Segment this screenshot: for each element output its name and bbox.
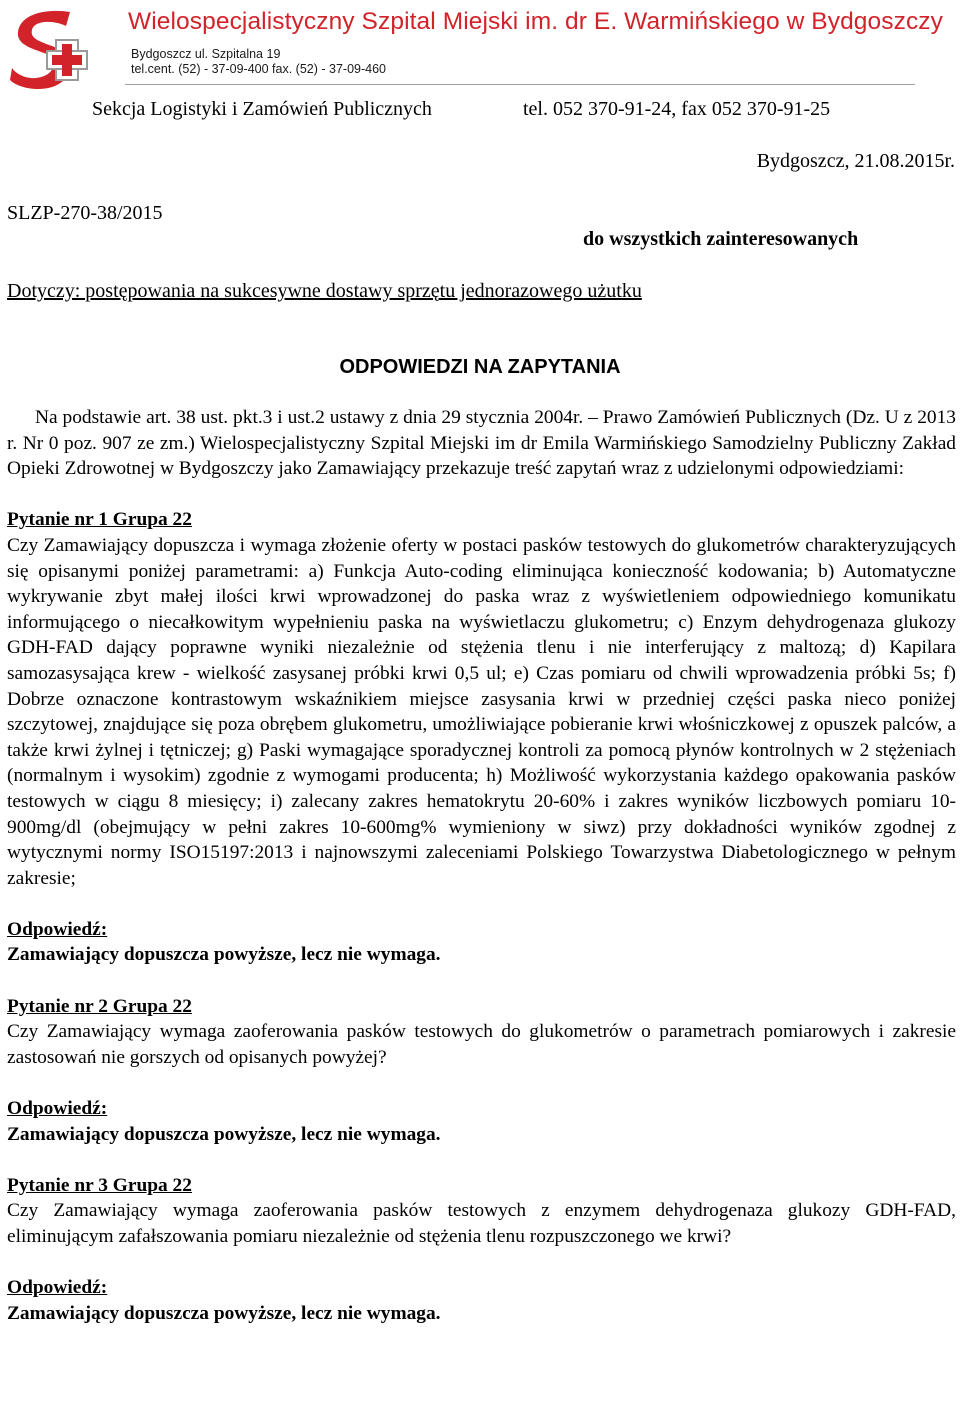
intro-paragraph: Na podstawie art. 38 ust. pkt.3 i ust.2 ustawy z dnia 29 stycznia 2004r. – Prawo Zamówień Publicznych (Dz. U z 2013 r. Nr 0 poz. 907 ze zm.) Wielospecjalistyczny Szpital Miejski im dr Emila Warmińskiego Samodzielny Publiczny Zakład Opieki Zdrowotnej w Bydgoszczy jako Zamawiający przekazuje treść zapytań wraz z udzielonymi odpowiedziami: — [7, 407, 956, 480]
question-text-1: Czy Zamawiający dopuszcza i wymaga złożenie oferty w postaci pasków testowych do glukometrów charakteryzujących się opisanymi poniżej parametrami: a) Funkcja Auto-coding eliminująca konieczność kodowania; b) Automatyczne wykrywanie zbyt małej ilości krwi wprowadzonej do paska wraz z wyświetleniem odpowiedniego komunikatu informującego o niecałkowitym wypełnieniu paska na wyświetlaczu glukometru; c) Enzym dehydrogenaza glukozy GDH-FAD dający poprawne wyniki niezależnie od stężenia tlenu i nie interferujący z maltozą; d) Kapilara samozasysająca krew - wielkość zasysanej próbki krwi 0,5 ul; e) Czas pomiaru od chwili wprowadzenia próbki 5s; f) Dobrze oznaczone kontrastowym wskaźnikiem miejsce zasysania krwi w przedniej części paska nieco poniżej szczytowej, znajdujące się poza obrębem glukometru, umożliwiające pobieranie krwi włośniczkowej z opuszek palców, a także krwi żylnej i tętniczej; g) Paski wymagające sporadycznej kontroli za pomocą płynów kontrolnych w 2 stężeniach (normalnym i wysokim) zgodnie z wymogami producenta; h) Możliwość wykorzystania każdego opakowania pasków testowych w ciągu 8 miesięcy; i) zalecany zakres hematokrytu 20-60% i zakres wyników liczbowych pomiaru 10-900mg/dl (obejmujący w pełni zakres 10-600mg% wymieniony w siwz) przy dokładności wyników zgodnej z wytycznymi normy ISO15197:2013 i najnowszymi zaleceniami Polskiego Towarzystwa Diabetologicznego w pełnym zakresie; — [7, 534, 956, 889]
question-heading-2: Pytanie nr 2 Grupa 22 — [7, 995, 192, 1017]
reference-number: SLZP-270-38/2015 — [7, 202, 163, 224]
answer-heading-1: Odpowiedź: — [7, 918, 108, 940]
question-text-2: Czy Zamawiający wymaga zaoferowania pasków testowych do glukometrów o parametrach pomiarowych i zakresie zastosowań nie gorszych od opisanych powyżej? — [7, 1021, 956, 1068]
header-divider — [125, 84, 915, 85]
page-title: ODPOWIEDZI NA ZAPYTANIA — [339, 356, 621, 378]
answer-heading-3: Odpowiedź: — [7, 1277, 108, 1299]
hospital-logo-icon — [6, 6, 92, 94]
answer-text-2: Zamawiający dopuszcza powyższe, lecz nie wymaga. — [7, 1123, 441, 1145]
document-body — [7, 405, 956, 1326]
section-name: Sekcja Logistyki i Zamówień Publicznych — [92, 98, 432, 120]
address-line: Bydgoszcz ul. Szpitalna 19 — [131, 47, 281, 61]
answer-heading-2: Odpowiedź: — [7, 1098, 108, 1120]
phones-line: tel.cent. (52) - 37-09-400 fax. (52) - 37-09-460 — [131, 62, 386, 76]
hospital-name: Wielospecjalistyczny Szpital Miejski im. dr E. Warmińskiego w Bydgoszczy — [128, 8, 944, 35]
contact-numbers: tel. 052 370-91-24, fax 052 370-91-25 — [523, 98, 831, 120]
question-heading-3: Pytanie nr 3 Grupa 22 — [7, 1174, 192, 1196]
question-heading-1: Pytanie nr 1 Grupa 22 — [7, 509, 192, 531]
answer-text-3: Zamawiający dopuszcza powyższe, lecz nie wymaga. — [7, 1302, 441, 1324]
recipient: do wszystkich zainteresowanych — [583, 228, 859, 250]
hospital-address — [131, 47, 386, 77]
question-text-3: Czy Zamawiający wymaga zaoferowania pasków testowych z enzymem dehydrogenaza glukozy GDH-FAD, eliminującym zafałszowania pomiaru niezależnie od stężenia tlenu rozpuszczonego we krwi? — [7, 1200, 956, 1247]
document-date: Bydgoszcz, 21.08.2015r. — [756, 150, 955, 172]
letterhead — [0, 0, 960, 96]
subject-line: Dotyczy: postępowania na sukcesywne dostawy sprzętu jednorazowego użutku — [7, 280, 642, 302]
answer-text-1: Zamawiający dopuszcza powyższe, lecz nie wymaga. — [7, 944, 441, 966]
